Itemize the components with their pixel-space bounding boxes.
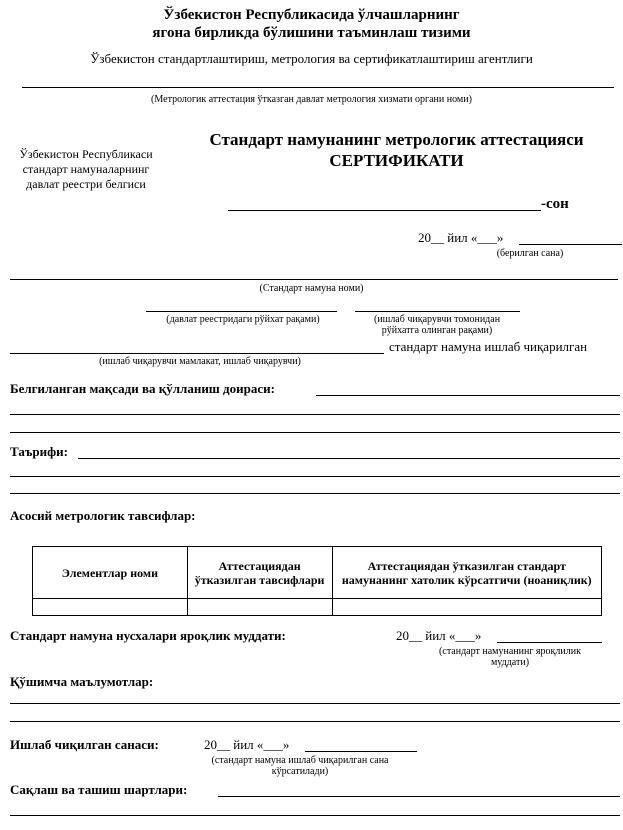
description-line-3 — [10, 493, 620, 494]
registry-number-caption: (давлат реестридаги рўйхат рақами) — [166, 314, 320, 325]
sample-name-caption: (Стандарт намуна номи) — [259, 283, 364, 294]
sample-name-line — [10, 279, 618, 280]
metrological-label: Асосий метрологик тавсифлар: — [10, 508, 196, 523]
production-date-caption — [200, 755, 400, 777]
certificate-title-line1: Стандарт намунанинг метрологик аттестацияси — [209, 130, 584, 149]
table-row — [33, 599, 602, 616]
validity-date-line — [497, 642, 602, 643]
system-title-line2: ягона бирликда бўлишини таъминлаш тизими — [152, 25, 471, 41]
certificate-number-suffix: -сон — [541, 196, 569, 212]
registry-number-line — [146, 311, 337, 312]
purpose-line-3 — [10, 432, 620, 433]
producer-line — [10, 353, 384, 354]
validity-caption-line2: муддати) — [490, 657, 530, 668]
certificate-number-line — [228, 210, 541, 211]
issue-date: 20__ йил «___» — [418, 230, 504, 245]
description-label: Таърифи: — [10, 444, 68, 459]
issue-date-caption: (берилган сана) — [496, 248, 564, 259]
manufacturer-number-caption — [342, 314, 532, 336]
production-date-line — [305, 751, 417, 752]
certificate-title-line2: СЕРТИФИКАТИ — [329, 151, 464, 170]
manufacturer-number-caption-line1: (ишлаб чиқарувчи томонидан — [373, 314, 501, 325]
table-cell — [332, 599, 601, 616]
storage-line-2 — [10, 815, 620, 816]
registry-sign-line1: Ўзбекистон Республикаси — [19, 147, 153, 161]
validity-caption-line1: (стандарт намунанинг яроқлилик — [439, 646, 581, 657]
registry-sign — [6, 147, 166, 192]
registry-sign-line2: стандарт намуналарнинг — [22, 162, 150, 176]
production-date: 20__ йил «___» — [204, 737, 290, 752]
column-header-elements: Элементлар номи — [33, 547, 188, 599]
storage-label: Сақлаш ва ташиш шартлари: — [10, 782, 188, 797]
additional-line-2 — [10, 721, 620, 722]
purpose-line-2 — [10, 414, 620, 415]
production-date-caption-line2: кўрсатилади) — [271, 766, 329, 777]
additional-line-1 — [10, 703, 620, 704]
column-header-characteristics: Аттестациядан ўтказилган тавсифлари — [187, 547, 332, 599]
validity-date: 20__ йил «___» — [396, 628, 482, 643]
manufacturer-number-caption-line2: рўйхатга олинган рақами) — [381, 325, 493, 336]
system-title-line1: Ўзбекистон Республикасида ўлчашларнинг — [163, 7, 460, 23]
column-header-uncertainty: Аттестациядан ўтказилган стандарт намунанинг хатолик кўрсатгичи (ноаниқлик) — [332, 547, 601, 599]
purpose-label: Белгиланган мақсади ва қўлланиш доираси: — [10, 381, 275, 396]
description-line-2 — [10, 476, 620, 477]
purpose-line-1 — [316, 395, 620, 396]
authority-line — [22, 87, 614, 88]
table-cell — [33, 599, 188, 616]
validity-label: Стандарт намуна нусхалари яроқлик муддати: — [10, 628, 286, 643]
description-line-1 — [78, 458, 620, 459]
agency-name: Ўзбекистон стандартлаштириш, метрология ва сертификатлаштириш агентлиги — [90, 51, 533, 66]
produced-suffix: стандарт намуна ишлаб чиқарилган — [389, 339, 588, 354]
additional-label: Қўшимча маълумотлар: — [10, 674, 154, 689]
validity-caption — [410, 646, 610, 668]
production-date-caption-line1: (стандарт намуна ишлаб чиқарилган сана — [211, 755, 389, 766]
manufacturer-number-line — [355, 311, 520, 312]
table-cell — [187, 599, 332, 616]
country-caption: (ишлаб чиқарувчи мамлакат, ишлаб чиқарувчи) — [99, 356, 301, 367]
registry-sign-line3: давлат реестри белгиси — [26, 177, 146, 191]
storage-line-1 — [218, 796, 620, 797]
attestation-table — [32, 546, 602, 616]
table-header-row — [33, 547, 602, 599]
production-date-label: Ишлаб чиқилган санаси: — [10, 737, 159, 752]
authority-caption: (Метрологик аттестация ўтказган давлат метрология хизмати органи номи) — [151, 94, 472, 105]
issue-date-line — [519, 244, 622, 245]
